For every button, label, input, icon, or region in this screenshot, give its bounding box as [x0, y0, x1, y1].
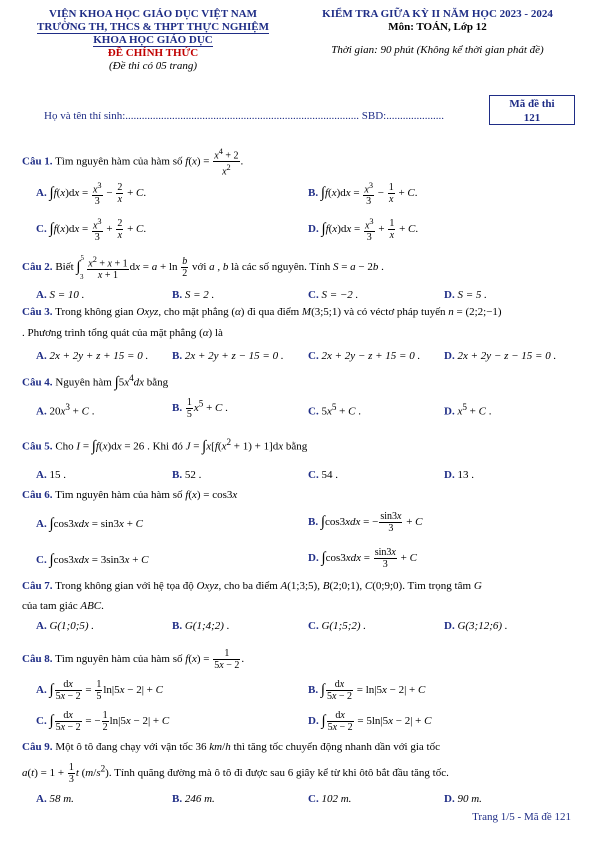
question-text: Tìm nguyên hàm của hàm số: [55, 489, 183, 501]
question-text-5: . Phương trình tổng quát của mặt phẳng: [22, 327, 197, 339]
question-label: Câu 2.: [22, 261, 53, 274]
exam-time: Thời gian: 90 phút (Không kể thời gian phát đề): [331, 44, 544, 56]
option-3d[interactable]: D. 2x + 2y − z − 15 = 0 .: [444, 350, 557, 362]
question-9: Câu 9. Một ô tô đang chạy với vận tốc 36 km/h thì tăng tốc chuyển động nhanh dần với gia tốc: [22, 741, 440, 753]
option-text: S = 10 .: [49, 289, 85, 301]
option-2d[interactable]: D. S = 5 .: [444, 289, 487, 301]
option-8c[interactable]: C. ∫ $\frac{dx}{5x - 2}$ = − $\frac{1}{2}$ ln|5x − 2| + C: [36, 710, 170, 733]
question-5: Câu 5. Cho I = ∫f(x)dx = 26 . Khi đó $J = \int x[f(x^2 + 1) + 1]dx$ bằng: [22, 437, 308, 455]
option-text: G(1;0;5) .: [49, 620, 95, 632]
question-text: Trong không gian: [55, 306, 134, 318]
option-text: 54 .: [321, 469, 338, 481]
question-text-2: với: [192, 261, 207, 274]
pages-note: (Đề thi có 05 trang): [109, 60, 197, 72]
option-7b[interactable]: B. G(1;4;2) .: [172, 620, 230, 632]
exam-code-label: Mã đề thi: [509, 98, 555, 110]
option-1c[interactable]: C. ∫f(x)dx = $\frac{x^3}{3}$ + $\frac{2}{x}$ + C.: [36, 217, 147, 244]
question-label: Câu 4.: [22, 376, 53, 389]
option-6a[interactable]: A. ∫cos3xdx = sin3x + C: [36, 516, 143, 532]
option-5c[interactable]: C. 54 .: [308, 469, 338, 481]
exam-code-value: 121: [523, 112, 541, 124]
option-text: G(3;12;6) .: [457, 620, 508, 632]
header-left: [18, 8, 288, 73]
option-8d[interactable]: D. ∫ $\frac{dx}{5x - 2}$ = 5ln|5x − 2| + C: [308, 710, 432, 733]
institute-name: VIỆN KHOA HỌC GIÁO DỤC VIỆT NAM: [48, 8, 257, 20]
question-text-2: . Khi đó: [147, 440, 183, 453]
option-4b[interactable]: B. $\frac{1}{5}$ $x^5 + C$ .: [172, 397, 228, 420]
option-6b[interactable]: B. ∫cos3xdx = − $\frac{\sin 3x}{3}$ + C: [308, 511, 423, 534]
question-text: Trong không gian với hệ tọa độ: [55, 580, 194, 592]
question-7: Câu 7. Trong không gian với hệ tọa độ Oxyz, cho ba điểm A(1;3;5), B(2;0;1), C(0;9;0). Tìm trọng tâm G: [22, 580, 482, 592]
question-label: Câu 9.: [22, 741, 53, 753]
option-5d[interactable]: D. 13 .: [444, 469, 474, 481]
option-text: 2x + 2y + z − 15 = 0 .: [184, 350, 284, 362]
question-label: Câu 1.: [22, 155, 53, 168]
question-text-3: là các số nguyên. Tính: [231, 261, 331, 274]
option-4c[interactable]: C. $5x^5 + C$ .: [308, 402, 361, 418]
option-3c[interactable]: C. 2x + 2y − z + 15 = 0 .: [308, 350, 421, 362]
option-text: S = 2 .: [184, 289, 215, 301]
option-3b[interactable]: B. 2x + 2y + z − 15 = 0 .: [172, 350, 284, 362]
header-right: [300, 8, 575, 57]
question-text-2: bằng: [146, 376, 169, 389]
option-8b[interactable]: B. ∫ $\frac{dx}{5x - 2}$ = ln|5x − 2| + C: [308, 679, 426, 702]
question-text: Biết: [55, 261, 74, 274]
option-2b[interactable]: B. S = 2 .: [172, 289, 215, 301]
option-text: S = 5 .: [457, 289, 487, 301]
question-text-2: , cho mặt phẳng: [158, 306, 229, 318]
option-1d[interactable]: D. ∫f(x)dx = $\frac{x^3}{3}$ + $\frac{1}{x}$ + C.: [308, 217, 419, 244]
option-9d[interactable]: D. 90 m.: [444, 793, 482, 805]
option-2c[interactable]: C. S = −2 .: [308, 289, 359, 301]
question-3: Câu 3. Trong không gian Oxyz, cho mặt phẳng (α) đi qua điểm M(3;5;1) và có véctơ pháp tuyến n = (2;2;−1): [22, 306, 502, 318]
question-label: Câu 5.: [22, 440, 53, 453]
question-7-line-2: của tam giác ABC.: [22, 600, 104, 612]
option-7c[interactable]: C. G(1;5;2) .: [308, 620, 367, 632]
option-9a[interactable]: A. 58 m.: [36, 793, 74, 805]
candidate-name-line[interactable]: [44, 110, 444, 122]
question-text-2: thì tăng tốc chuyển động nhanh dần với gia tốc: [233, 741, 440, 753]
option-text: 15 .: [49, 469, 66, 481]
official-label: ĐỀ CHÍNH THỨC: [107, 47, 199, 59]
question-9-line-2: a(t) = 1 + $\frac{1}{3}$ t $(m/s^2)$. Tính quãng đường mà ô tô đi được sau 6 giây kể từ khi ôtô bắt đầu tăng tốc.: [22, 762, 449, 785]
option-7a[interactable]: A. G(1;0;5) .: [36, 620, 95, 632]
subject: Môn: TOÁN, Lớp 12: [388, 21, 487, 33]
question-text-2: , cho ba điểm: [218, 580, 278, 592]
school-name: TRƯỜNG TH, THCS & THPT THỰC NGHIỆM: [37, 21, 269, 33]
option-1b[interactable]: B. ∫f(x)dx = $\frac{x^3}{3}$ − $\frac{1}{x}$ + C.: [308, 181, 418, 208]
question-4: Câu 4. Nguyên hàm $\int 5x^4dx$ bằng: [22, 373, 169, 391]
exam-code-box: [489, 95, 575, 125]
question-text-4: của tam giác: [22, 600, 78, 612]
question-label: Câu 8.: [22, 653, 53, 666]
question-label: Câu 6.: [22, 489, 53, 501]
option-9c[interactable]: C. 102 m.: [308, 793, 352, 805]
option-9b[interactable]: B. 246 m.: [172, 793, 215, 805]
name-label: Họ và tên thí sinh:.....................................................................................: [44, 110, 360, 122]
option-text: S = −2 .: [321, 289, 359, 301]
option-text: 52 .: [184, 469, 202, 481]
page-footer: Trang 1/5 - Mã đề 121: [472, 811, 571, 823]
option-text: G(1;5;2) .: [321, 620, 367, 632]
question-text-3: . Tính quãng đường mà ô tô đi được sau 6 giây kể từ khi ôtô bắt đầu tăng tốc.: [108, 767, 449, 780]
option-1a[interactable]: A. ∫f(x)dx = $\frac{x^3}{3}$ − $\frac{2}{x}$ + C.: [36, 181, 147, 208]
option-6c[interactable]: C. ∫cos3xdx = 3sin3x + C: [36, 552, 149, 568]
question-text-3: bằng: [285, 440, 308, 453]
triangle-name: ABC: [80, 600, 102, 612]
question-label: Câu 7.: [22, 580, 53, 592]
question-text-4: và có véctơ pháp tuyến: [343, 306, 446, 318]
school-name-2: KHOA HỌC GIÁO DỤC: [93, 34, 213, 46]
option-text: 246 m.: [184, 793, 215, 805]
option-3a[interactable]: A. 2x + 2y + z + 15 = 0 .: [36, 350, 149, 362]
question-text: Một ô tô đang chạy với vận tốc 36: [55, 741, 207, 753]
option-text: 2x + 2y − z − 15 = 0 .: [457, 350, 557, 362]
centroid-symbol: G: [473, 580, 482, 592]
question-2: Câu 2. Biết ∫$^5$3 $\frac{x^2 + x + 1}{x + 1}$ dx = a + ln $\frac{b}{2}$ với a , b là các số nguyên. Tính S = a − 2b .: [22, 254, 384, 282]
question-text-3: . Tìm trọng tâm: [402, 580, 472, 592]
question-text: Tìm nguyên hàm của hàm số: [55, 155, 183, 168]
question-text: Nguyên hàm: [55, 376, 112, 389]
option-5b[interactable]: B. 52 .: [172, 469, 202, 481]
question-6: Câu 6. Tìm nguyên hàm của hàm số f(x) = cos3x: [22, 489, 238, 501]
option-6d[interactable]: D. ∫cos3xdx = $\frac{\sin 3x}{3}$ + C: [308, 547, 417, 570]
question-text: Tìm nguyên hàm của hàm số: [55, 653, 183, 666]
option-text: 2x + 2y − z + 15 = 0 .: [321, 350, 421, 362]
option-5a[interactable]: A. 15 .: [36, 469, 66, 481]
option-text: 2x + 2y + z + 15 = 0 .: [49, 350, 149, 362]
question-8: Câu 8. Tìm nguyên hàm của hàm số f(x) = $\frac{1}{5x - 2}$ .: [22, 648, 245, 671]
option-text: 90 m.: [457, 793, 482, 805]
option-text: 58 m.: [49, 793, 74, 805]
question-text-6: là: [214, 327, 223, 339]
question-1: Câu 1. Tìm nguyên hàm của hàm số f(x) = $\frac{x^4 + 2}{x^2}$ .: [22, 147, 244, 178]
question-text-3: đi qua điểm: [247, 306, 300, 318]
question-text: Cho: [55, 440, 74, 453]
sbd-label: SBD:.....................: [361, 110, 444, 122]
option-4a[interactable]: A. $20x^3 + C$ .: [36, 402, 95, 418]
option-2a[interactable]: A. S = 10 .: [36, 289, 85, 301]
question-label: Câu 3.: [22, 306, 53, 318]
option-text: G(1;4;2) .: [184, 620, 230, 632]
option-7d[interactable]: D. G(3;12;6) .: [444, 620, 508, 632]
option-4d[interactable]: D. $x^5 + C$ .: [444, 402, 492, 418]
question-3-line-2: . Phương trình tổng quát của mặt phẳng (α) là: [22, 327, 223, 339]
option-text: 13 .: [457, 469, 474, 481]
exam-title: KIỂM TRA GIỮA KỲ II NĂM HỌC 2023 - 2024: [322, 8, 553, 20]
option-text: 102 m.: [321, 793, 352, 805]
option-8a[interactable]: A. ∫ $\frac{dx}{5x - 2}$ = $\frac{1}{5}$ ln|5x − 2| + C: [36, 679, 163, 702]
